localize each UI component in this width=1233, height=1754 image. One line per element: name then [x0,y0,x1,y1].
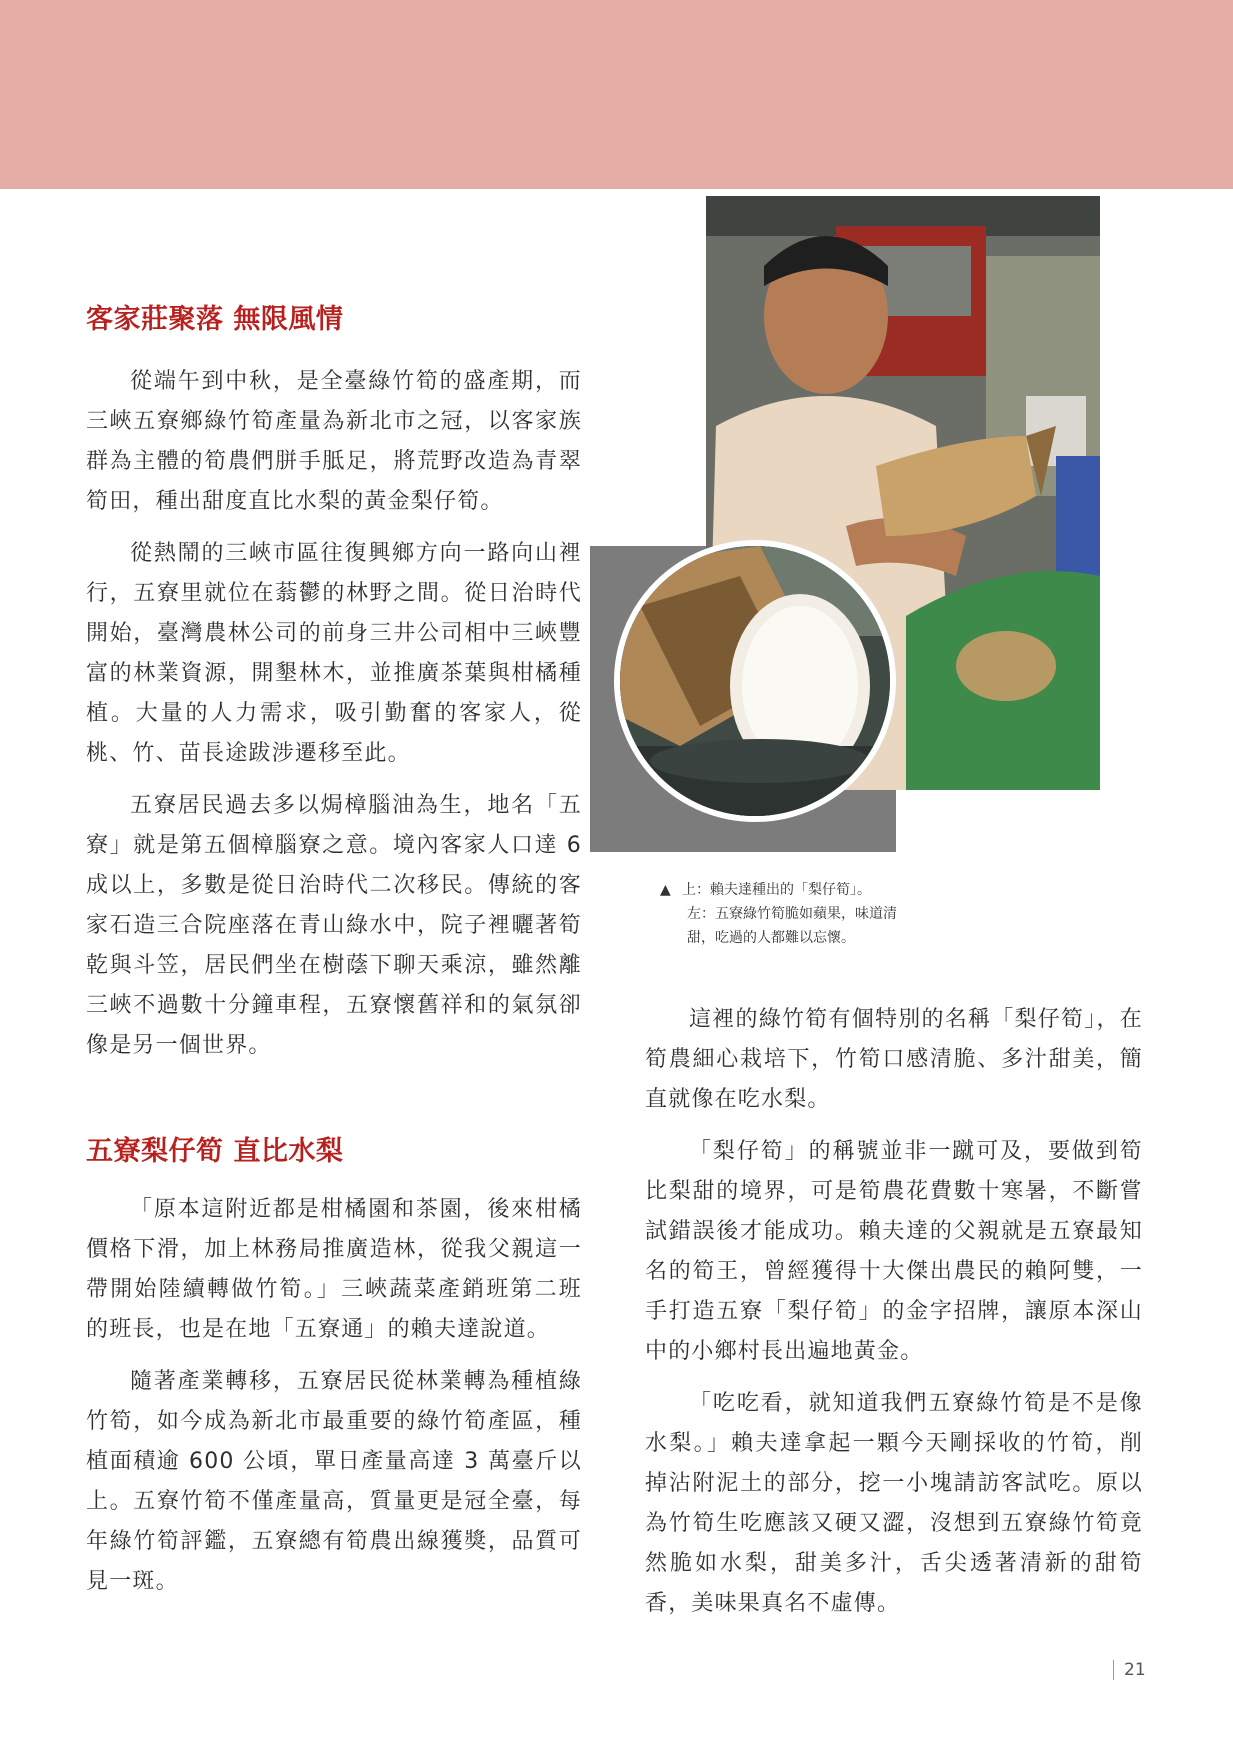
caption-line-3: 甜，吃過的人都難以忘懷。 [687,930,855,946]
paragraph: 「吃吃看，就知道我們五寮綠竹筍是不是像水梨。」賴夫達拿起一顆今天剛採收的竹筍，削掉沾附泥土的部分，挖一小塊請訪客試吃。原以為竹筍生吃應該又硬又澀，沒想到五寮綠竹筍竟然脆如水梨，甜美多汁，舌尖透著清新的甜筍香，美味果真名不虛傳。 [645,1391,1143,1616]
photo-caption [660,878,990,950]
header-band [0,0,1233,189]
paragraph: 從熱鬧的三峽市區往復興鄉方向一路向山裡行，五寮里就位在蓊鬱的林野之間。從日治時代開始，臺灣農林公司的前身三井公司相中三峽豐富的林業資源，開墾林木，並推廣茶葉與柑橘種植。大量的人力需求，吸引勤奮的客家人，從桃、竹、苗長途跋涉遷移至此。 [86,541,582,766]
section-title-pear-bamboo: 五寮梨仔筍 直比水梨 [86,1136,344,1167]
page-number: 21 [1113,1660,1146,1680]
paragraph: 「梨仔筍」的稱號並非一蹴可及，要做到筍比梨甜的境界，可是筍農花費數十寒暑，不斷嘗試錯誤後才能成功。賴夫達的父親就是五寮最知名的筍王，曾經獲得十大傑出農民的賴阿雙，一手打造五寮「梨仔筍」的金字招牌，讓原本深山中的小鄉村長出遍地黃金。 [645,1139,1143,1364]
cut-bamboo-shoot-photo [614,540,896,822]
paragraph: 這裡的綠竹筍有個特別的名稱「梨仔筍」，在筍農細心栽培下，竹筍口感清脆、多汁甜美，簡直就像在吃水梨。 [645,1007,1143,1112]
paragraph: 從端午到中秋，是全臺綠竹筍的盛產期，而三峽五寮鄉綠竹筍產量為新北市之冠，以客家族群為主體的筍農們胼手胝足，將荒野改造為青翠筍田，種出甜度直比水梨的黃金梨仔筍。 [86,369,582,514]
paragraph: 「原本這附近都是柑橘園和茶園，後來柑橘價格下滑，加上林務局推廣造林，從我父親這一帶開始陸續轉做竹筍。」三峽蔬菜產銷班第二班的班長，也是在地「五寮通」的賴夫達說道。 [86,1197,582,1342]
section-title-hakka-village: 客家莊聚落 無限風情 [86,304,344,335]
paragraph: 隨著產業轉移，五寮居民從林業轉為種植綠竹筍，如今成為新北市最重要的綠竹筍產區，種植面積逾 600 公頃，單日產量高達 3 萬臺斤以上。五寮竹筍不僅產量高，質量更是冠全臺，每年綠竹筍評鑑，五寮總有筍農出線獲獎，品質可見一斑。 [86,1369,582,1594]
paragraph: 五寮居民過去多以焗樟腦油為生，地名「五寮」就是第五個樟腦寮之意。境內客家人口達 6 成以上，多數是從日治時代二次移民。傳統的客家石造三合院座落在青山綠水中，院子裡曬著筍乾與斗笠，居民們坐在樹蔭下聊天乘涼，雖然離三峽不過數十分鐘車程，五寮懷舊祥和的氣氛卻像是另一個世界。 [86,793,582,1058]
left-column [86,300,582,1602]
caption-line-1: ▲ 上：賴夫達種出的「梨仔筍」。 [660,878,990,902]
right-column [645,1000,1143,1624]
triangle-marker-icon: ▲ [660,882,671,898]
caption-line-2: 左：五寮綠竹筍脆如蘋果，味道清 [687,906,897,922]
